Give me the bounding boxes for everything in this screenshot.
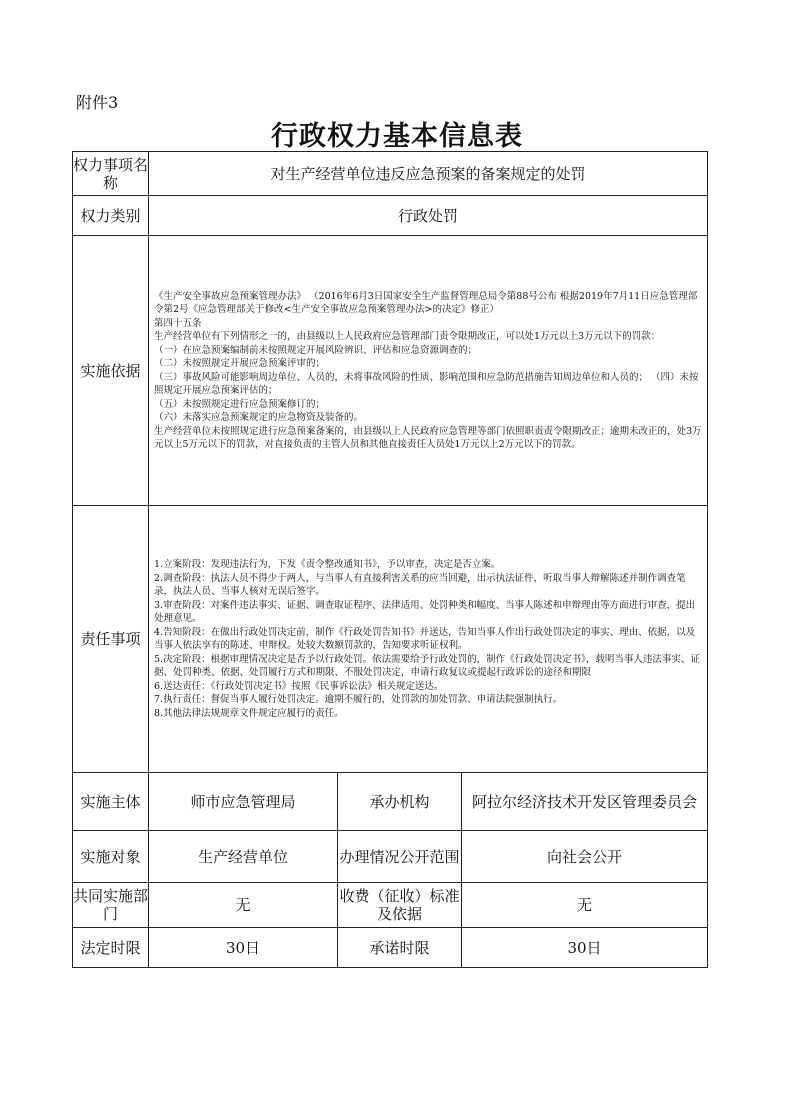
joint-dept-value: 无 bbox=[149, 883, 338, 928]
duty-line: 8.其他法律法规规章文件规定应履行的责任。 bbox=[154, 707, 344, 719]
row-joint bbox=[73, 883, 708, 928]
row-time-limit bbox=[73, 928, 708, 968]
subject-label: 实施主体 bbox=[73, 773, 149, 831]
basis-line: （六）未落实应急预案规定的应急物资及装备的。 bbox=[154, 412, 364, 423]
basis-line: （二）未按照规定开展应急预案评审的； bbox=[154, 358, 326, 369]
basis-line: （三）事故风险可能影响周边单位、人员的，未将事故风险的性质、影响范围和应急防范措施告知周边单位和人员的； （四）未按照规定开展应急预案评估的； bbox=[154, 371, 699, 396]
row-power-type bbox=[73, 196, 708, 236]
joint-dept-label: 共同实施部门 bbox=[73, 883, 149, 928]
power-name-value: 对生产经营单位违反应急预案的备案规定的处罚 bbox=[149, 152, 708, 196]
row-duties bbox=[73, 506, 708, 773]
disclosure-label: 办理情况公开范围 bbox=[338, 831, 462, 883]
basis-line: 第四十五条 bbox=[154, 317, 202, 329]
promised-limit-label: 承诺时限 bbox=[338, 928, 462, 968]
duty-line: 6.送达责任：《行政处罚决定书》按照《民事诉讼法》相关规定送达。 bbox=[154, 680, 444, 692]
power-type-value: 行政处罚 bbox=[149, 196, 708, 236]
duty-line: 3.审查阶段：对案件违法事实、证据、调查取证程序、法律适用、处罚种类和幅度、当事人陈述和申辩理由等方面进行审查，提出处理意见。 bbox=[154, 599, 696, 624]
promised-limit-value: 30日 bbox=[462, 928, 708, 968]
duties-text bbox=[149, 506, 708, 773]
duties-label: 责任事项 bbox=[73, 506, 149, 773]
power-name-label: 权力事项名称 bbox=[73, 152, 149, 196]
row-target bbox=[73, 831, 708, 883]
basis-line: 生产经营单位有下列情形之一的，由县级以上人民政府应急管理部门责令限期改正，可以处1万元以上3万元以下的罚款： bbox=[154, 331, 661, 342]
basis-line: （五）未按照规定进行应急预案修订的； bbox=[154, 398, 326, 410]
fee-label: 收费（征收）标准及依据 bbox=[338, 883, 462, 928]
row-basis bbox=[73, 236, 708, 506]
fee-value: 无 bbox=[462, 883, 708, 928]
basis-text bbox=[149, 236, 708, 506]
duty-line: 2.调查阶段：执法人员不得少于两人，与当事人有直接利害关系的应当回避，出示执法证件，听取当事人辩解陈述并制作调查笔录，执法人员、当事人核对无误后签字。 bbox=[154, 572, 686, 597]
info-table bbox=[72, 151, 708, 968]
attachment-label: 附件3 bbox=[76, 93, 119, 112]
legal-limit-label: 法定时限 bbox=[73, 928, 149, 968]
row-subject bbox=[73, 773, 708, 831]
disclosure-value: 向社会公开 bbox=[462, 831, 708, 883]
power-type-label: 权力类别 bbox=[73, 196, 149, 236]
basis-line: 生产经营单位未按照规定进行应急预案备案的，由县级以上人民政府应急管理等部门依照职责责令限期改正；逾期未改正的，处3万元以上5万元以下的罚款，对直接负责的主管人员和其他直接责任人员处1万元以上2万元以下的罚款。 bbox=[154, 425, 702, 450]
duty-line: 5.决定阶段：根据审理情况决定是否予以行政处罚。依法需要给予行政处罚的，制作《行政处罚决定书》，载明当事人违法事实、证据、处罚种类、依据、处罚履行方式和期限、不服处罚决定，申请行政复议或提起行政诉讼的途径和期限 bbox=[154, 653, 700, 678]
basis-line: 《生产安全事故应急预案管理办法》 （2016年6月3日国家安全生产监督管理总局令第88号公布 根据2019年7月11日应急管理部令第2号《应急管理部关于修改<生产安全事故应急预案管理办法>的决定》修正） bbox=[154, 290, 698, 315]
basis-line: （一）在应急预案编制前未按照规定开展风险辨识、评估和应急资源调查的； bbox=[154, 344, 478, 356]
legal-limit-value: 30日 bbox=[149, 928, 338, 968]
agency-value: 阿拉尔经济技术开发区管理委员会 bbox=[462, 773, 708, 831]
duty-line: 1.立案阶段：发现违法行为，下发《责令整改通知书》，予以审查，决定是否立案。 bbox=[154, 559, 501, 570]
duty-line: 7.执行责任：督促当事人履行处罚决定。逾期不履行的，处罚款的加处罚款、申请法院强制执行。 bbox=[154, 694, 563, 705]
page-title: 行政权力基本信息表 bbox=[271, 121, 523, 152]
subject-value: 师市应急管理局 bbox=[149, 773, 338, 831]
duty-line: 4.告知阶段：在做出行政处罚决定前，制作《行政处罚告知书》并送达，告知当事人作出行政处罚决定的事实、理由、依据，以及当事人依法享有的陈述、申辩权。处较大数额罚款的，告知要求听证权利。 bbox=[154, 626, 696, 651]
target-label: 实施对象 bbox=[73, 831, 149, 883]
row-power-name bbox=[73, 152, 708, 196]
target-value: 生产经营单位 bbox=[149, 831, 338, 883]
agency-label: 承办机构 bbox=[338, 773, 462, 831]
basis-label: 实施依据 bbox=[73, 236, 149, 506]
